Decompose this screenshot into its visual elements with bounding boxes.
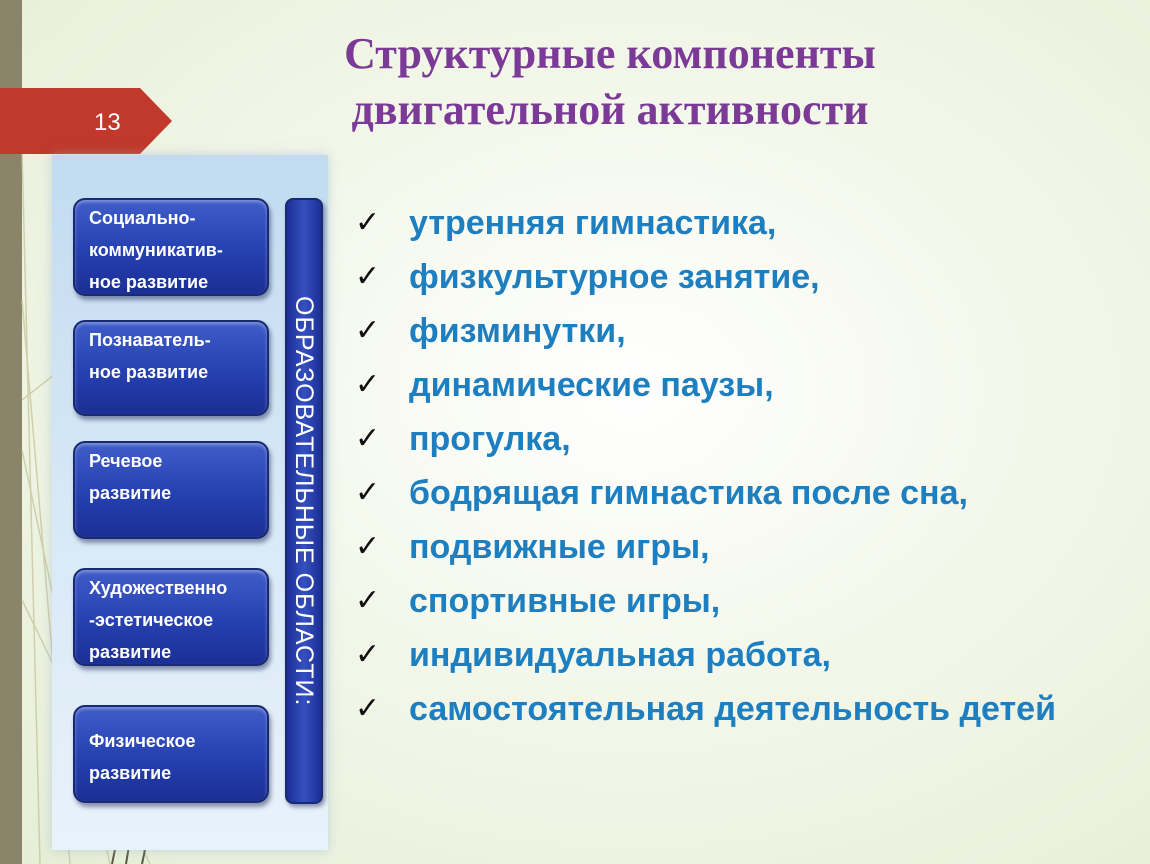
check-icon: ✓ <box>355 691 381 726</box>
list-item-text: прогулка, <box>409 420 571 458</box>
check-icon: ✓ <box>355 313 381 348</box>
check-icon: ✓ <box>355 637 381 672</box>
check-icon: ✓ <box>355 583 381 618</box>
list-item <box>355 682 1109 736</box>
area-physical: Физическое развитие <box>73 705 269 803</box>
title-line-1: Структурные компоненты <box>344 29 876 78</box>
list-item-text: индивидуальная работа, <box>409 636 831 674</box>
list-item <box>355 304 1135 358</box>
list-item <box>355 358 1135 412</box>
list-item-text: подвижные игры, <box>409 528 710 566</box>
list-item <box>355 196 1135 250</box>
components-list <box>355 196 1135 736</box>
list-item <box>355 520 1135 574</box>
list-item <box>355 412 1135 466</box>
list-item-text: динамические паузы, <box>409 366 774 404</box>
list-item-text: физкультурное занятие, <box>409 258 820 296</box>
list-item <box>355 250 1135 304</box>
list-item <box>355 466 1135 520</box>
list-item-text: бодрящая гимнастика после сна, <box>409 474 968 512</box>
check-icon: ✓ <box>355 421 381 456</box>
list-item-text: утренняя гимнастика, <box>409 204 777 242</box>
education-areas-label: ОБРАЗОВАТЕЛЬНЫЕ ОБЛАСТИ: <box>290 295 318 707</box>
check-icon: ✓ <box>355 367 381 402</box>
area-cognitive: Познаватель- ное развитие <box>73 320 269 416</box>
title-line-2: двигательной активности <box>351 85 869 134</box>
check-icon: ✓ <box>355 529 381 564</box>
list-item <box>355 574 1135 628</box>
list-item <box>355 628 1135 682</box>
slide-title <box>250 26 970 138</box>
area-artistic-aesthetic: Художественно -эстетическое развитие <box>73 568 269 666</box>
check-icon: ✓ <box>355 259 381 294</box>
list-item-text: самостоятельная деятельность детей <box>409 690 1056 728</box>
check-icon: ✓ <box>355 475 381 510</box>
list-item-text: физминутки, <box>409 312 626 350</box>
area-speech: Речевое развитие <box>73 441 269 539</box>
list-item-text: спортивные игры, <box>409 582 721 620</box>
area-social-communicative: Социально- коммуникатив- ное развитие <box>73 198 269 296</box>
slide-number-badge <box>0 88 172 154</box>
slide-number: 13 <box>94 109 121 136</box>
check-icon: ✓ <box>355 205 381 240</box>
